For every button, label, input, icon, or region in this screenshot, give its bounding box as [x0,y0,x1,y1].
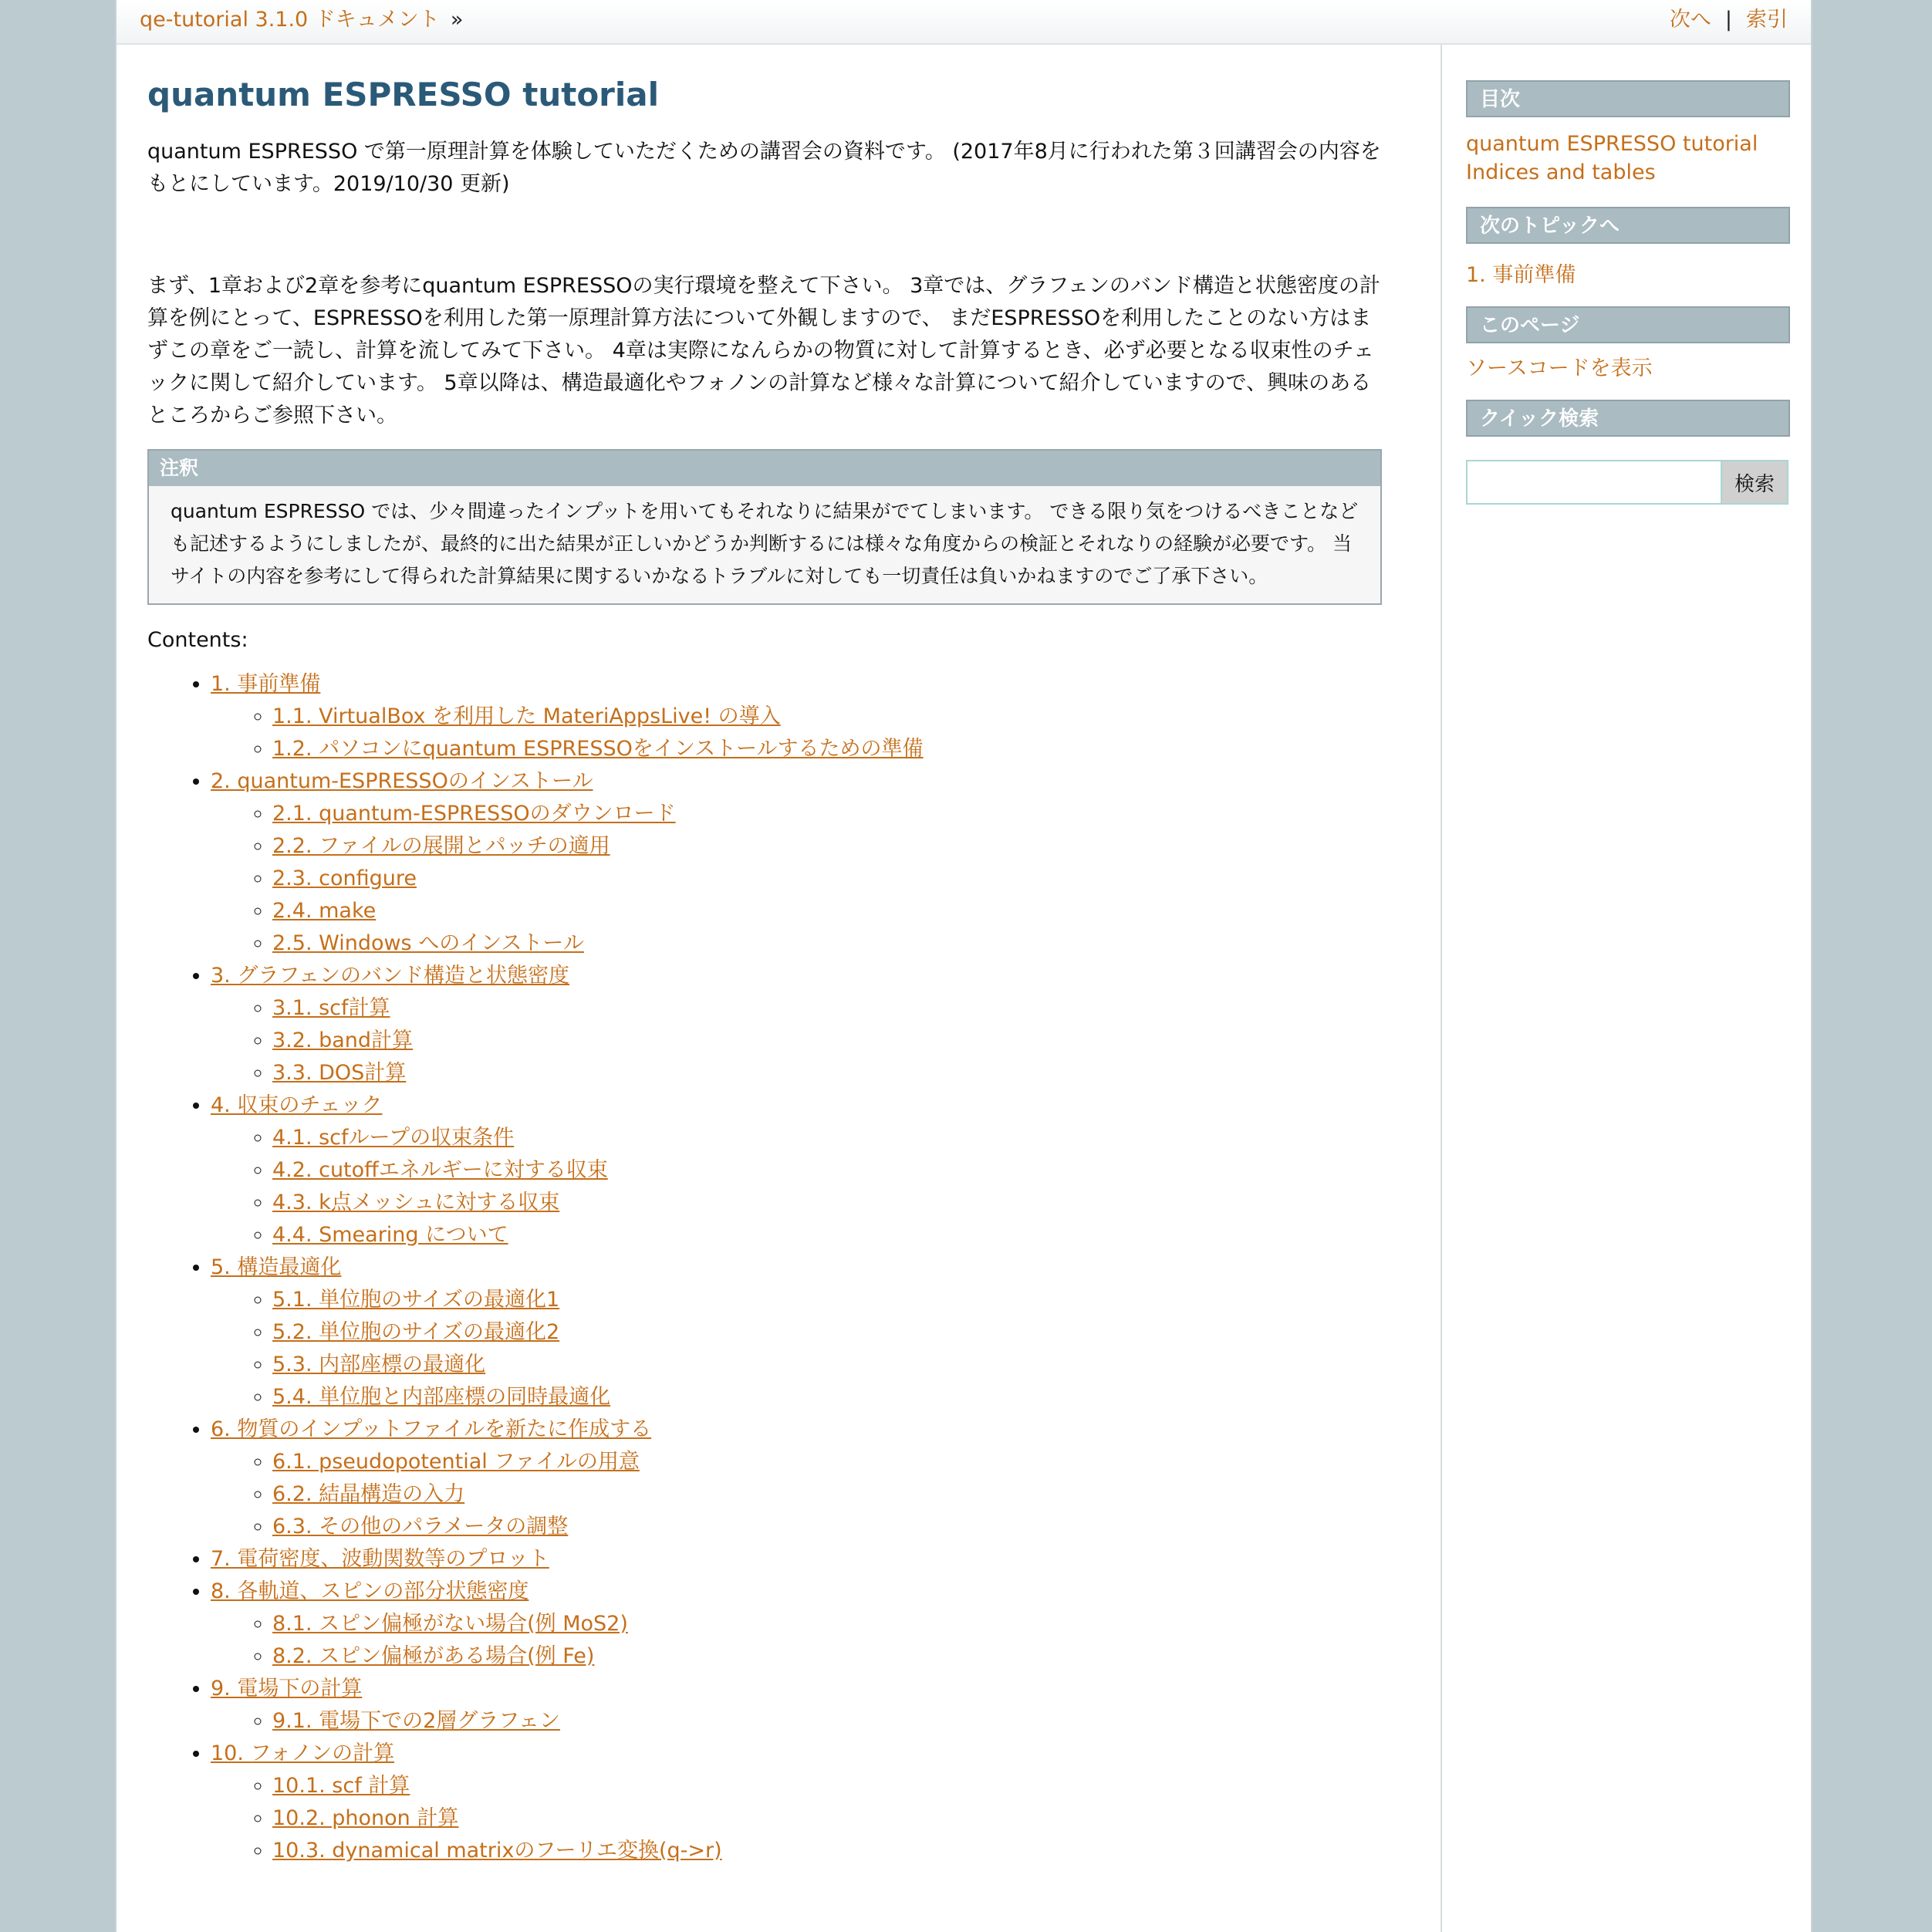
toc-subitem [272,1219,1382,1251]
toc-subitem [272,733,1382,765]
toc-section-link[interactable]: 5.4. 単位胞と内部座標の同時最適化 [272,1385,611,1409]
toc-chapter-link[interactable]: 2. quantum-ESPRESSOのインストール [211,769,593,793]
toc-chapter-link[interactable]: 10. フォノンの計算 [211,1741,395,1765]
sidebar-search-heading: クイック検索 [1466,400,1790,437]
sidebar-next-topic-link[interactable]: 1. 事前準備 [1466,263,1576,287]
toc-item [211,1251,1382,1414]
toc-subitem [272,1608,1382,1640]
sidebar-link-tutorial[interactable]: quantum ESPRESSO tutorial [1466,132,1758,156]
link-separator: | [1724,8,1732,32]
toc-subitem [272,701,1382,733]
toc-section-link[interactable]: 4.4. Smearing について [272,1223,508,1247]
toc-sublist [211,1122,1382,1251]
page-title: quantum ESPRESSO tutorial [147,76,660,113]
toc-section-link[interactable]: 9.1. 電場下での2層グラフェン [272,1709,560,1733]
toc-section-link[interactable]: 2.1. quantum-ESPRESSOのダウンロード [272,802,676,826]
toc-sublist [211,1446,1382,1543]
toc-chapter-link[interactable]: 4. 収束のチェック [211,1093,383,1117]
toc-chapter-link[interactable]: 6. 物質のインプットファイルを新たに作成する [211,1417,652,1441]
toc-subitem [272,1187,1382,1219]
toc-section-link[interactable]: 4.3. k点メッシュに対する収束 [272,1191,560,1214]
toc-subitem [272,1640,1382,1673]
toc-subitem [272,895,1382,927]
toc-section-link[interactable]: 10.3. dynamical matrixのフーリエ変換(q->r) [272,1839,722,1863]
toc-section-link[interactable]: 4.2. cutoffエネルギーに対する収束 [272,1158,608,1182]
toc-subitem [272,1025,1382,1057]
toc-section-link[interactable]: 6.3. その他のパラメータの調整 [272,1515,569,1539]
note-title: 注釈 [149,451,1380,486]
sidebar-toc-links [1466,130,1790,187]
top-links [1670,6,1788,34]
toc-section-link[interactable]: 6.2. 結晶構造の入力 [272,1482,465,1506]
toc-subitem [272,1057,1382,1089]
toc-item [211,1738,1382,1867]
toc-section-link[interactable]: 8.1. スピン偏極がない場合(例 MoS2) [272,1612,628,1636]
toc-section-link[interactable]: 5.3. 内部座標の最適化 [272,1353,486,1376]
search-input[interactable] [1466,460,1722,505]
breadcrumb-separator: » [450,8,464,32]
toc-subitem [272,1316,1382,1349]
toc-section-link[interactable]: 2.5. Windows へのインストール [272,931,584,955]
note-body: quantum ESPRESSO では、少々間違ったインプットを用いてもそれなりに結果がでてしまいます。 できる限り気をつけるべきことなども記述するようにしましたが、最終的に出た結果が正しいかどうか判断するには様々な角度からの検証とそれなりの経験が必要です。 当サイトの内容を参考にして得られた計算結果に関するいかなるトラブルに対しても一切責任は負いかねますのでご了承下さい。 [171,500,1359,587]
toc-item [211,1576,1382,1673]
index-link[interactable]: 索引 [1746,8,1788,32]
sidebar [1466,45,1790,505]
toc-subitem [272,1284,1382,1316]
toc-subitem [272,1478,1382,1511]
toc-subitem [272,1349,1382,1381]
sidebar-link-indices[interactable]: Indices and tables [1466,160,1656,184]
next-link[interactable]: 次へ [1669,8,1711,32]
toc-subitem [272,830,1382,863]
table-of-contents [147,668,1382,1867]
main-content [147,45,1382,1867]
toc-item [211,1543,1382,1576]
toc-sublist [211,992,1382,1089]
toc-section-link[interactable]: 2.3. configure [272,866,417,890]
toc-section-link[interactable]: 4.1. scfループの収束条件 [272,1126,515,1150]
toc-subitem [272,1154,1382,1187]
intro-paragraph: quantum ESPRESSO で第一原理計算を体験していただくための講習会の資料です。 (2017年8月に行われた第３回講習会の内容をもとにしています。2019/10/30 更新) [147,140,1381,196]
toc-sublist [211,1284,1382,1414]
quick-search-form [1466,460,1790,505]
toc-subitem [272,863,1382,895]
toc-chapter-link[interactable]: 8. 各軌道、スピンの部分状態密度 [211,1579,529,1603]
toc-section-link[interactable]: 8.2. スピン偏極がある場合(例 Fe) [272,1644,595,1668]
toc-section-link[interactable]: 10.1. scf 計算 [272,1774,410,1798]
toc-chapter-link[interactable]: 7. 電荷密度、波動関数等のプロット [211,1547,549,1571]
contents-label: Contents: [147,628,248,652]
toc-chapter-link[interactable]: 5. 構造最適化 [211,1255,342,1279]
toc-section-link[interactable]: 5.2. 単位胞のサイズの最適化2 [272,1320,560,1344]
toc-section-link[interactable]: 6.1. pseudopotential ファイルの用意 [272,1450,640,1474]
top-navbar [117,0,1811,45]
toc-subitem [272,927,1382,960]
toc-section-link[interactable]: 3.3. DOS計算 [272,1061,407,1085]
toc-sublist [211,1770,1382,1867]
overview-paragraph: まず、1章および2章を参考にquantum ESPRESSOの実行環境を整えて下さい。 3章では、グラフェンのバンド構造と状態密度の計算を例にとって、ESPRESSOを利用した第一原理計算方法について外観しますので、 まだESPRESSOを利用したことのない方はまずこの章をご一読し、計算を流してみて下さい。 4章は実際になんらかの物質に対して計算するとき、必ず必要となる収束性のチェックに関して紹介しています。 5章以降は、構造最適化やフォノンの計算など様々な計算について紹介していますので、興味のあるところからご参照下さい。 [147,274,1380,427]
toc-item [211,960,1382,1089]
toc-item [211,1089,1382,1251]
toc-subitem [272,1802,1382,1835]
toc-section-link[interactable]: 2.2. ファイルの展開とパッチの適用 [272,834,610,858]
toc-section-link[interactable]: 10.2. phonon 計算 [272,1806,459,1830]
note-box [147,449,1382,605]
breadcrumb-home-link[interactable]: qe-tutorial 3.1.0 ドキュメント [140,8,440,32]
page [115,0,1812,1932]
toc-section-link[interactable]: 1.1. VirtualBox を利用した MateriAppsLive! の導入 [272,704,781,728]
toc-subitem [272,798,1382,830]
breadcrumb [140,6,463,34]
toc-item [211,765,1382,960]
sidebar-next-heading: 次のトピックへ [1466,207,1790,244]
toc-sublist [211,798,1382,960]
toc-section-link[interactable]: 1.2. パソコンにquantum ESPRESSOをインストールするための準備 [272,737,924,761]
toc-sublist [211,1705,1382,1738]
toc-subitem [272,1122,1382,1154]
toc-sublist [211,1608,1382,1673]
toc-section-link[interactable]: 3.1. scf計算 [272,996,390,1020]
toc-section-link[interactable]: 3.2. band計算 [272,1028,414,1052]
sidebar-toc-heading: 目次 [1466,80,1790,117]
toc-item [211,668,1382,765]
toc-chapter-link[interactable]: 1. 事前準備 [211,672,321,696]
show-source-link[interactable]: ソースコードを表示 [1466,356,1653,380]
toc-section-link[interactable]: 2.4. make [272,899,377,923]
toc-subitem [272,1511,1382,1543]
sidebar-page-heading: このページ [1466,306,1790,343]
toc-subitem [272,1446,1382,1478]
toc-subitem [272,992,1382,1025]
toc-section-link[interactable]: 5.1. 単位胞のサイズの最適化1 [272,1288,560,1312]
toc-subitem [272,1835,1382,1867]
toc-item [211,1414,1382,1543]
toc-subitem [272,1705,1382,1738]
toc-chapter-link[interactable]: 3. グラフェンのバンド構造と状態密度 [211,964,569,988]
toc-subitem [272,1381,1382,1414]
search-button[interactable]: 検索 [1722,460,1788,505]
toc-chapter-link[interactable]: 9. 電場下の計算 [211,1677,363,1701]
toc-sublist [211,701,1382,765]
toc-item [211,1673,1382,1738]
toc-subitem [272,1770,1382,1802]
sidebar-divider [1441,45,1442,1932]
